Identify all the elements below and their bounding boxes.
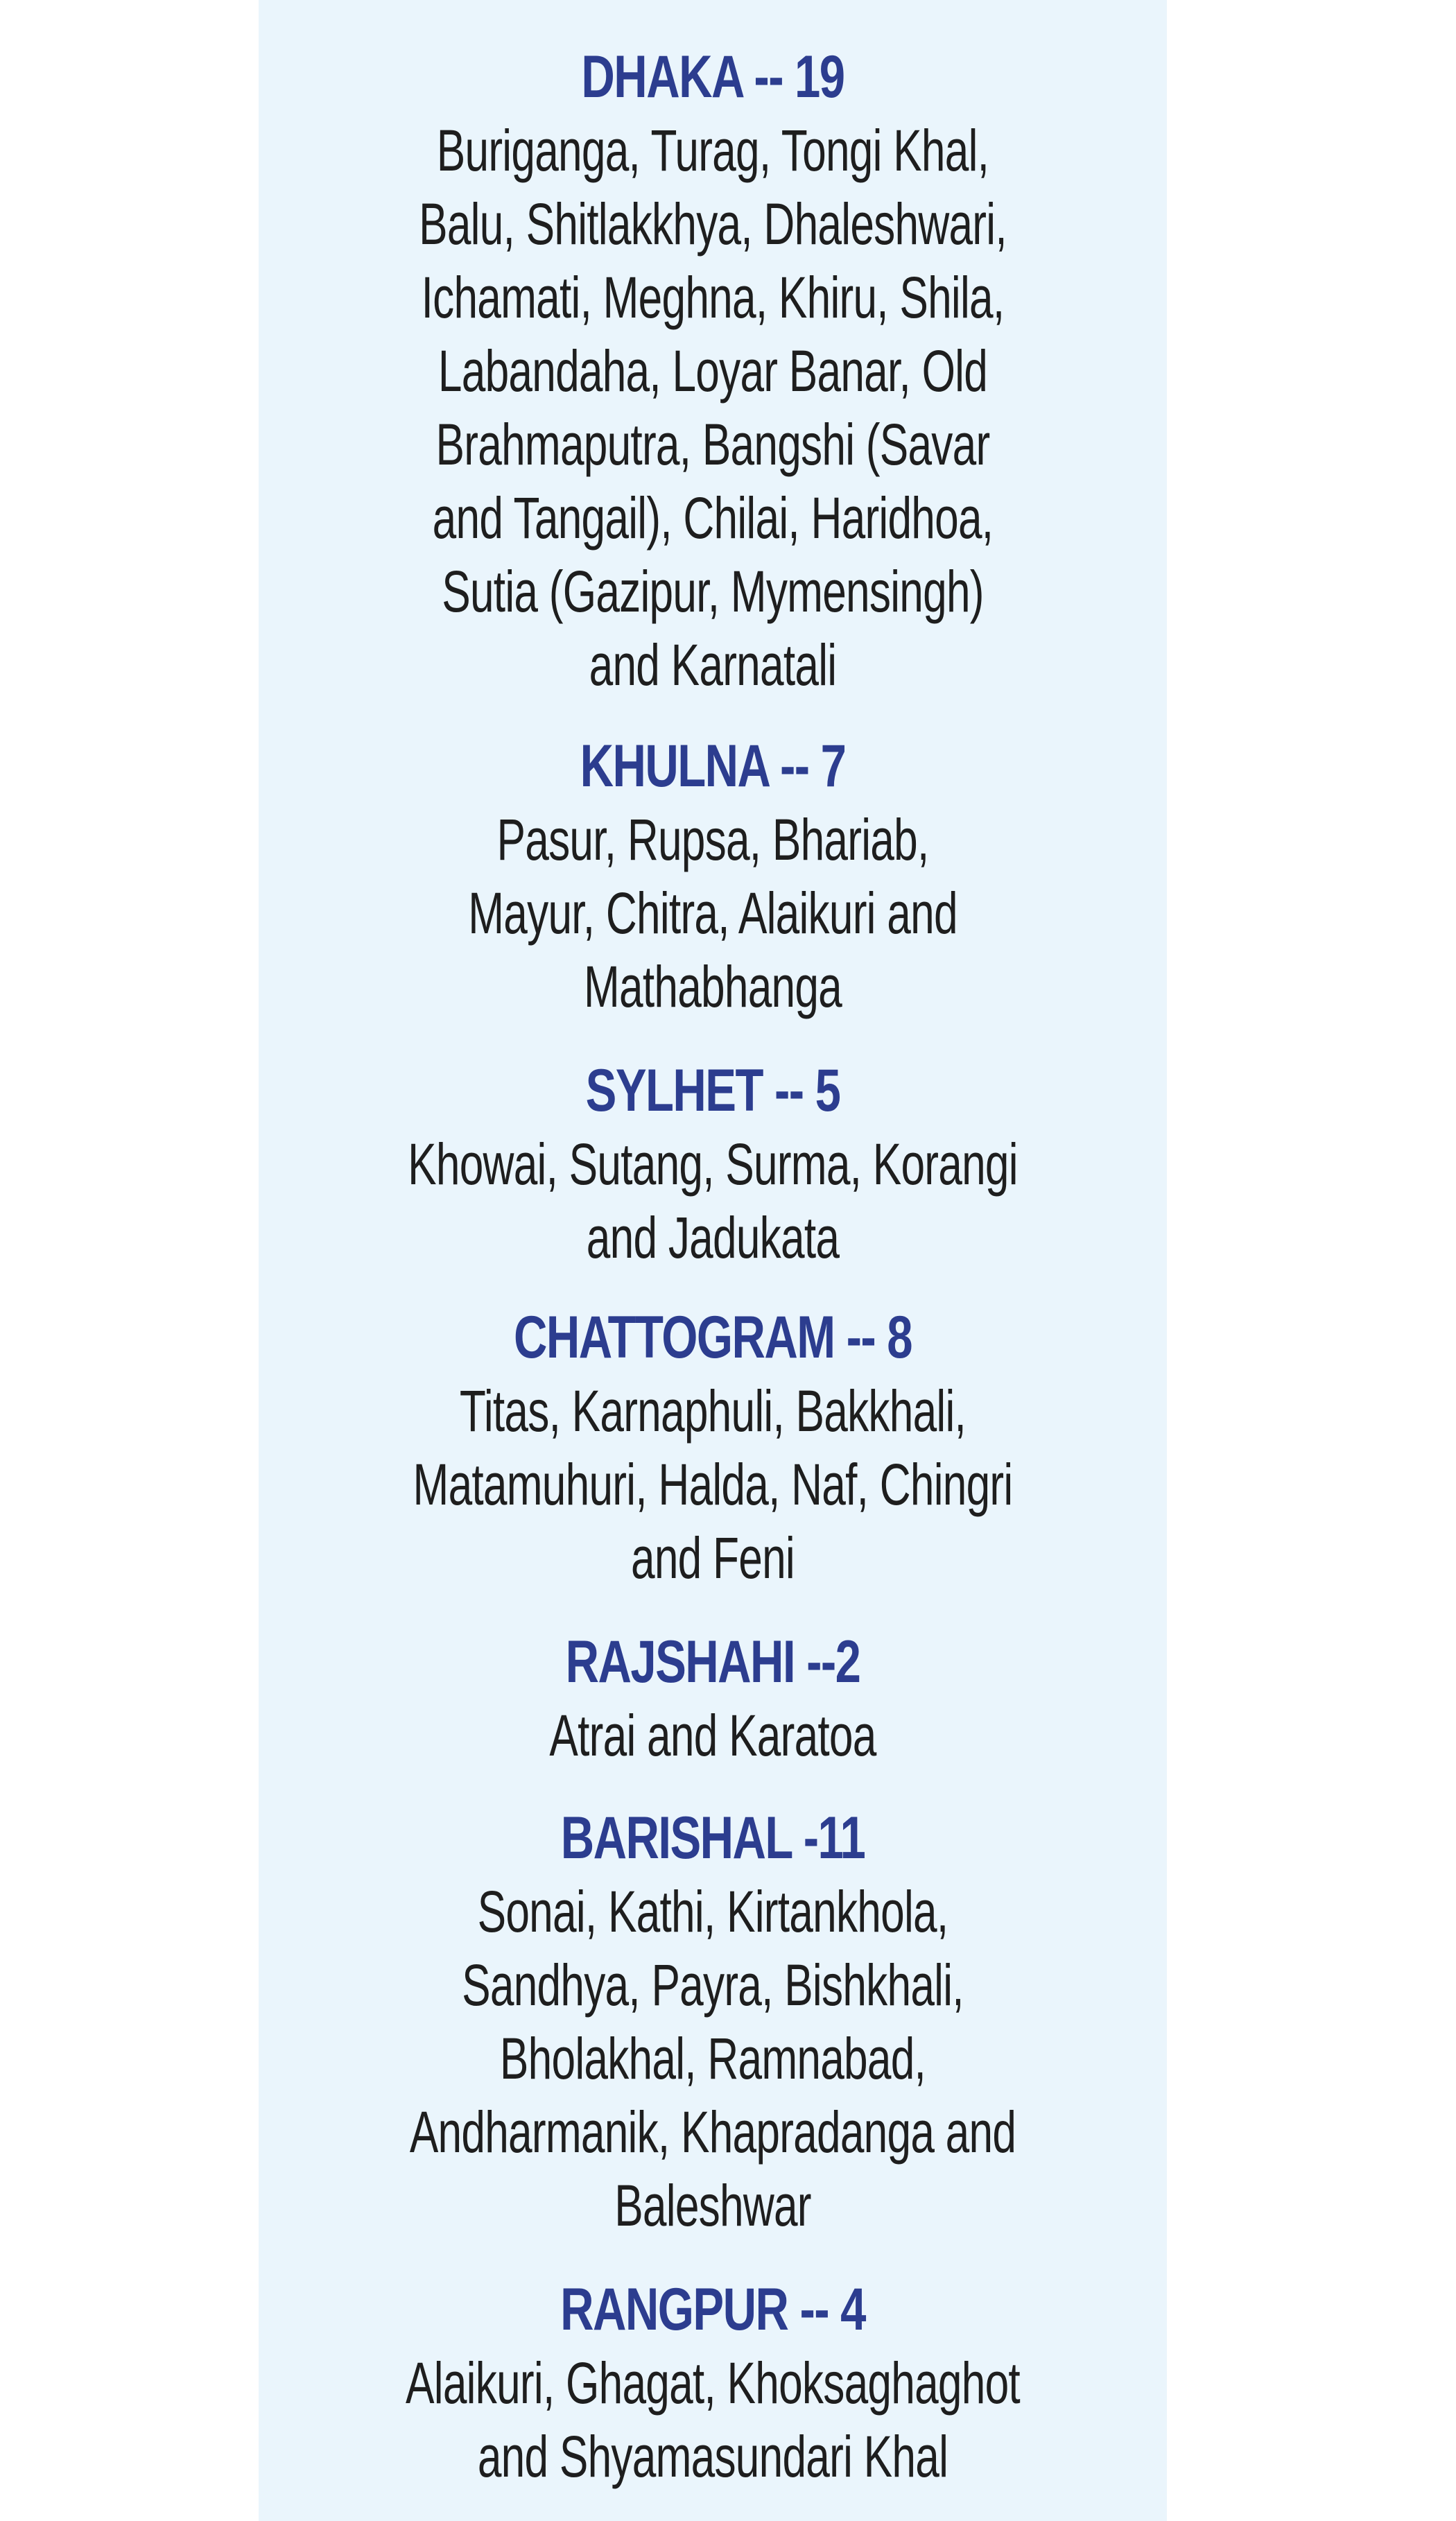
river-list-line: Baleshwar (614, 2173, 811, 2238)
division-heading: SYLHET -- 5 (585, 1057, 840, 1124)
river-list-line: Titas, Karnaphuli, Bakkhali, (459, 1378, 967, 1444)
river-list-line: Alaikuri, Ghagat, Khoksaghaghot (406, 2350, 1020, 2416)
river-list-line: Buriganga, Turag, Tongi Khal, (436, 118, 989, 183)
river-list-line: Mathabhanga (583, 954, 842, 1019)
division-khulna (259, 729, 1167, 1023)
division-dhaka (259, 40, 1167, 702)
river-list-line: and Karnatali (589, 632, 837, 698)
river-list-line: Ichamati, Meghna, Khiru, Shila, (421, 265, 1005, 330)
river-list-line: Mayur, Chitra, Alaikuri and (468, 881, 957, 946)
division-rangpur (259, 2273, 1167, 2493)
division-sylhet (259, 1054, 1167, 1274)
river-list-line: Balu, Shitlakkhya, Dhaleshwari, (419, 191, 1007, 257)
river-list-line: Sandhya, Payra, Bishkhali, (462, 1952, 964, 2018)
river-list-line: Pasur, Rupsa, Bhariab, (496, 807, 929, 872)
division-barishal (259, 1801, 1167, 2242)
river-list-line: and Shyamasundari Khal (477, 2424, 948, 2489)
river-list-line: Bholakhal, Ramnabad, (499, 2026, 926, 2091)
division-heading: DHAKA -- 19 (581, 44, 844, 110)
division-rajshahi (259, 1625, 1167, 1772)
river-list-line: Brahmaputra, Bangshi (Savar (435, 412, 990, 477)
river-list-line: and Feni (631, 1525, 795, 1591)
division-heading: CHATTOGRAM -- 8 (513, 1304, 912, 1371)
river-list-line: Andharmanik, Khapradanga and (409, 2099, 1016, 2165)
river-list-line: Labandaha, Loyar Banar, Old (437, 338, 988, 404)
river-list-line: Sonai, Kathi, Kirtankhola, (477, 1879, 948, 1944)
river-list-line: Atrai and Karatoa (549, 1703, 876, 1768)
division-chattogram (259, 1301, 1167, 1595)
river-list-line: Sutia (Gazipur, Mymensingh) (442, 559, 984, 624)
division-heading: KHULNA -- 7 (580, 733, 846, 799)
division-heading: RAJSHAHI --2 (565, 1629, 860, 1695)
river-list-line: Khowai, Sutang, Surma, Korangi (408, 1132, 1018, 1197)
river-list-line: and Jadukata (586, 1205, 840, 1270)
division-heading: RANGPUR -- 4 (560, 2276, 865, 2343)
rivers-by-division-panel (259, 0, 1167, 2521)
river-list-line: Matamuhuri, Halda, Naf, Chingri (413, 1452, 1013, 1517)
division-heading: BARISHAL -11 (560, 1805, 865, 1871)
river-list-line: and Tangail), Chilai, Haridhoa, (432, 485, 994, 551)
